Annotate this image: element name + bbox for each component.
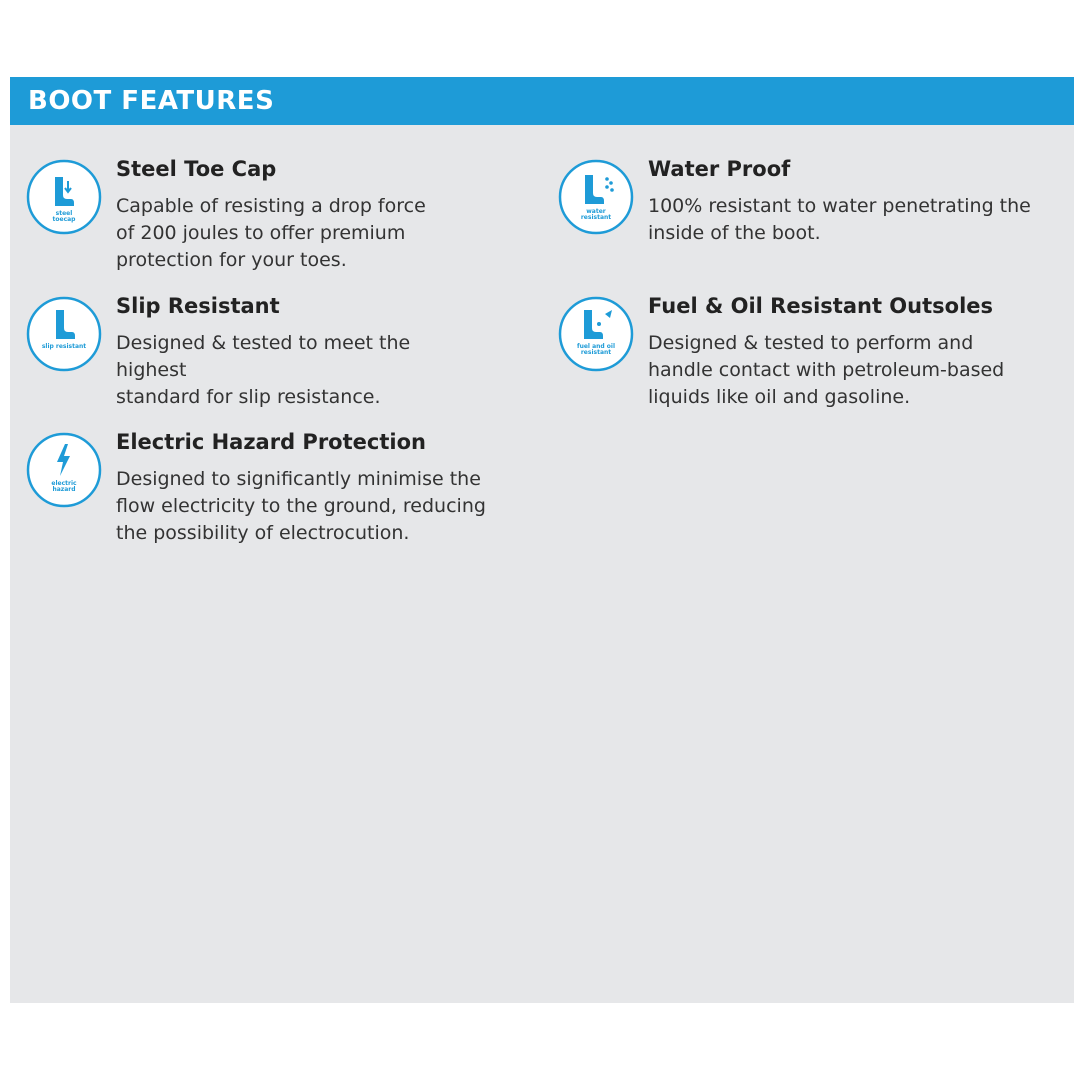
svg-text:resistant: resistant xyxy=(580,349,612,356)
feature-title: Electric Hazard Protection xyxy=(116,430,426,454)
water-resistant-icon xyxy=(558,159,634,235)
feature-description: 100% resistant to water penetrating the inside of the boot. xyxy=(648,195,1031,244)
slip-resistant-icon xyxy=(26,296,102,372)
feature-description: Designed & tested to meet the highest standard for slip resistance. xyxy=(116,332,411,408)
svg-text:slip resistant: slip resistant xyxy=(41,343,87,350)
svg-text:water: water xyxy=(586,208,606,215)
svg-text:fuel and oil: fuel and oil xyxy=(576,343,616,350)
feature-description: Designed & tested to perform and handle contact with petroleum-based liquids like oil and gasoline. xyxy=(648,332,1005,408)
feature-title: Water Proof xyxy=(648,157,791,181)
svg-text:steel: steel xyxy=(55,210,73,217)
section-header xyxy=(10,77,1074,125)
feature-title: Steel Toe Cap xyxy=(116,157,277,181)
svg-text:resistant: resistant xyxy=(580,214,612,221)
electric-hazard-icon xyxy=(26,432,102,508)
svg-text:electric: electric xyxy=(51,480,77,487)
feature-description: Capable of resisting a drop force of 200 joules to offer premium protection for your toes. xyxy=(116,195,426,271)
svg-text:hazard: hazard xyxy=(52,486,76,493)
svg-text:toecap: toecap xyxy=(52,216,76,223)
feature-description: Designed to significantly minimise the flow electricity to the ground, reducing the possibility of electrocution. xyxy=(116,468,486,544)
feature-title: Fuel & Oil Resistant Outsoles xyxy=(648,294,994,318)
fuel-oil-resistant-icon xyxy=(558,296,634,372)
steel-toe-cap-icon xyxy=(26,159,102,235)
section-title: BOOT FEATURES xyxy=(28,86,275,116)
feature-title: Slip Resistant xyxy=(116,294,280,318)
boot-features-panel xyxy=(10,77,1074,1003)
